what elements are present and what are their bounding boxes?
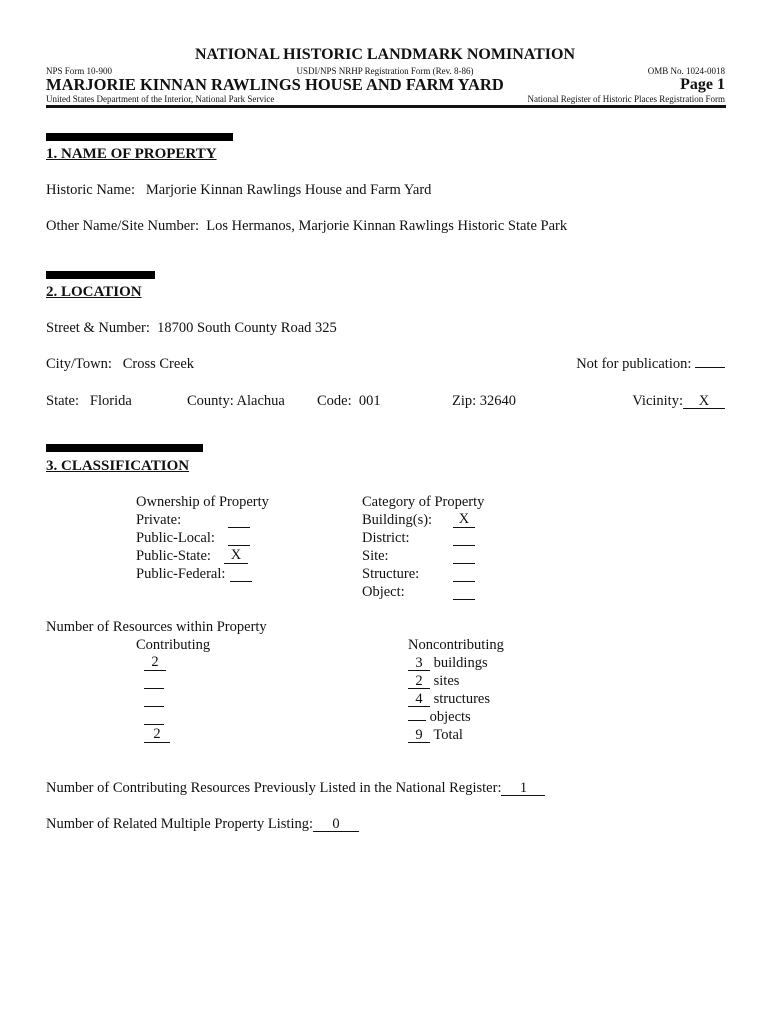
document-title: NATIONAL HISTORIC LANDMARK NOMINATION (194, 46, 576, 63)
noncontributing-header: Noncontributing (408, 637, 504, 653)
category-district: District: (362, 530, 410, 546)
form-id: NPS Form 10-900 (46, 66, 113, 76)
category-building: Building(s): (362, 512, 433, 528)
code: Code: 001 (317, 393, 381, 409)
previously-listed-value: 1 (501, 781, 545, 796)
vicinity-label: Vicinity: (632, 393, 683, 409)
page-number: Page 1 (680, 76, 725, 93)
ownership-label: Public-Local: (136, 530, 215, 546)
state: State: Florida (46, 393, 132, 409)
section-3-bar (46, 444, 203, 452)
resource-type: Total (433, 727, 463, 743)
ownership-public-state (136, 548, 211, 565)
resources-title: Number of Resources within Property (46, 619, 267, 635)
ownership-title: Ownership of Property (136, 494, 269, 510)
header-rule (46, 105, 726, 108)
ownership-label: Private: (136, 512, 182, 528)
not-for-publication-label: Not for publication: (576, 356, 692, 372)
category-building-value: X (453, 512, 475, 528)
noncontributing-value (408, 720, 426, 721)
omb-number: OMB No. 1024-0018 (647, 66, 725, 76)
noncontributing-row-sites (408, 673, 459, 690)
section-2-heading: 2. LOCATION (46, 284, 142, 300)
ownership-public-local-value (228, 530, 250, 546)
multiple-listing-label: Number of Related Multiple Property Listing: (46, 816, 313, 832)
register-line: National Register of Historic Places Registration Form (527, 94, 725, 104)
category-district-value (453, 530, 475, 546)
form-name: USDI/NPS NRHP Registration Form (Rev. 8-86) (296, 66, 474, 76)
resource-type: buildings (433, 655, 488, 671)
section-1-heading: 1. NAME OF PROPERTY (46, 146, 217, 162)
noncontributing-row-total (408, 727, 463, 744)
ownership-private (136, 512, 181, 529)
property-title: MARJORIE KINNAN RAWLINGS HOUSE AND FARM YARD (46, 75, 504, 94)
section-2-bar (46, 271, 155, 279)
contributing-buildings: 2 (144, 655, 166, 671)
category-title: Category of Property (362, 494, 485, 510)
category-structure: Structure: (362, 566, 420, 582)
ownership-public-federal-value (230, 566, 252, 582)
section-1-bar (46, 133, 233, 141)
not-for-publication-blank (695, 367, 725, 368)
street-number: Street & Number: 18700 South County Road 325 (46, 320, 337, 336)
ownership-public-local (136, 530, 215, 547)
ownership-label: Public-State: (136, 548, 211, 564)
noncontributing-row-structures (408, 691, 490, 708)
city-town: City/Town: Cross Creek (46, 356, 195, 372)
noncontributing-row-buildings (408, 655, 488, 672)
contributing-header: Contributing (136, 637, 211, 653)
category-site: Site: (362, 548, 389, 564)
other-name: Other Name/Site Number: Los Hermanos, Marjorie Kinnan Rawlings Historic State Park (46, 218, 568, 234)
multiple-listing-value: 0 (313, 817, 359, 832)
contributing-objects (144, 709, 164, 725)
contributing-sites (144, 673, 164, 689)
not-for-publication (576, 356, 725, 373)
vicinity-value: X (683, 394, 725, 409)
ownership-public-federal (136, 566, 225, 583)
multiple-listing (46, 816, 359, 833)
historic-name: Historic Name: Marjorie Kinnan Rawlings House and Farm Yard (46, 182, 432, 198)
category-structure-value (453, 566, 475, 582)
noncontributing-value: 9 (408, 728, 430, 743)
ownership-public-state-value: X (224, 548, 248, 564)
previously-listed (46, 780, 545, 797)
noncontributing-row-objects (408, 709, 471, 726)
contributing-total: 2 (144, 727, 170, 743)
resource-type: objects (429, 709, 471, 725)
ownership-label: Public-Federal: (136, 566, 226, 582)
contributing-structures (144, 691, 164, 707)
category-object-value (453, 584, 475, 600)
vicinity (632, 393, 725, 410)
section-3-heading: 3. CLASSIFICATION (46, 458, 190, 474)
department-line: United States Department of the Interior, National Park Service (46, 94, 275, 104)
zip: Zip: 32640 (452, 393, 517, 409)
noncontributing-value: 2 (408, 674, 430, 689)
resource-type: sites (433, 673, 460, 689)
previously-listed-label: Number of Contributing Resources Previously Listed in the National Register: (46, 780, 502, 796)
category-object: Object: (362, 584, 405, 600)
noncontributing-value: 3 (408, 656, 430, 671)
ownership-private-value (228, 512, 250, 528)
county: County: Alachua (187, 393, 285, 409)
noncontributing-value: 4 (408, 692, 430, 707)
category-site-value (453, 548, 475, 564)
resource-type: structures (433, 691, 490, 707)
